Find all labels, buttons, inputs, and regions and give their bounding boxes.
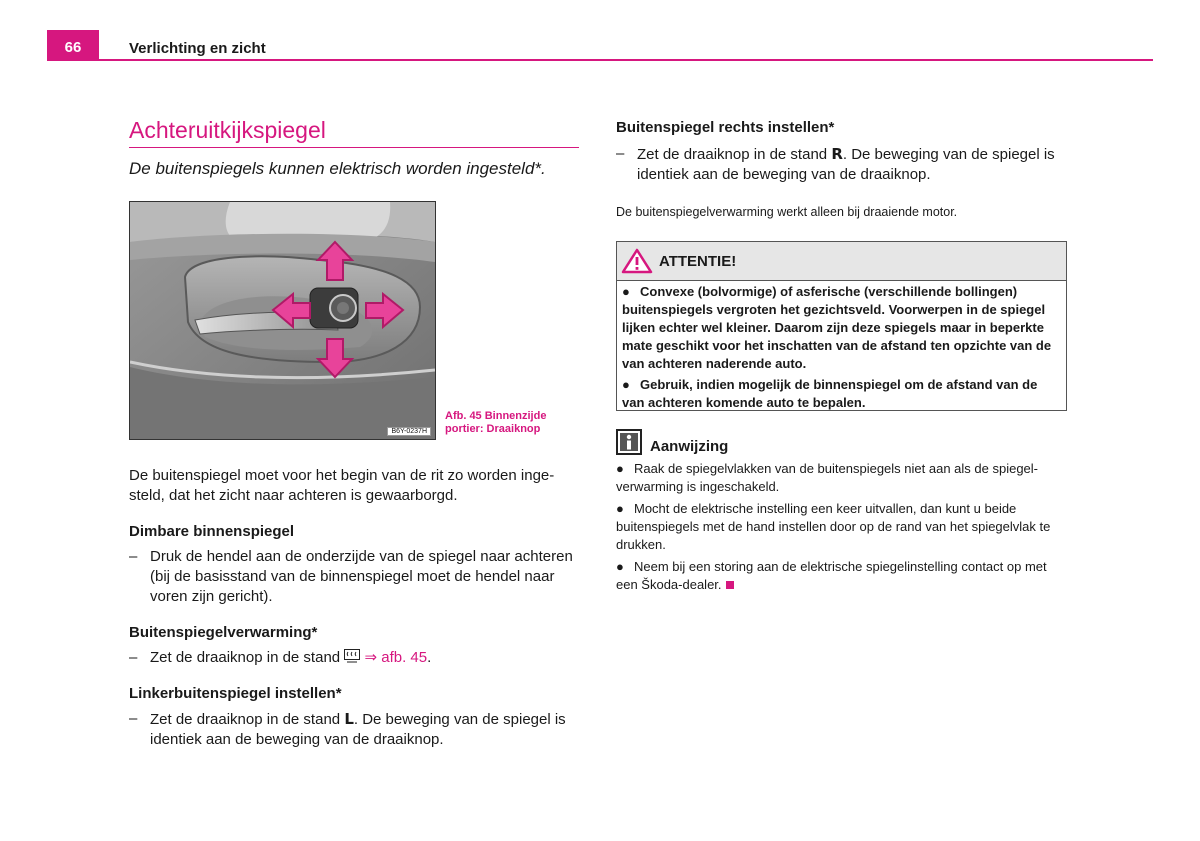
aanwijzing-header <box>616 429 728 455</box>
header-divider <box>47 59 1153 61</box>
attentie-body <box>617 281 1066 412</box>
attentie-box <box>616 241 1067 411</box>
links-text-a: Zet de draaiknop in de stand <box>150 711 341 728</box>
aanwijzing-item: ● Mocht de elektrische instelling een keer uitvallen, dan kunt u beide buitenspiegels met de hand instellen door op de rand van het spiegelvlak te drukken. <box>616 501 1051 552</box>
links-heading: Linkerbuitenspiegel instellen* <box>129 685 342 702</box>
attentie-header <box>617 242 1066 281</box>
section-divider <box>129 147 579 148</box>
page-number-box <box>47 30 99 60</box>
rechts-letter: R <box>831 145 843 163</box>
aanwijzing-title: Aanwijzing <box>650 438 729 455</box>
heating-icon <box>344 649 360 663</box>
figure-caption <box>445 410 585 436</box>
warning-icon <box>621 248 653 274</box>
rechts-text-b: . De beweging van de spiegel is identiek aan de beweging van de draaiknop. <box>637 146 1055 183</box>
aanwijzing-item: ● Neem bij een storing aan de elektrische spiegelinstelling contact op met een Škoda-dealer. <box>616 559 1047 592</box>
links-instruction: – Zet de draaiknop in de stand L. De beweging van de spiegel is identiek aan de beweging van de draaiknop. <box>129 710 566 748</box>
verwarming-text: Zet de draaiknop in de stand <box>150 649 341 666</box>
dimbare-text: Druk de hendel aan de onderzijde van de spiegel naar achteren (bij de basisstand van de binnenspiegel moet de hendel naar voren zijn gericht). <box>150 548 573 605</box>
caption-line-1: Afb. 45 Binnenzijde <box>445 410 547 422</box>
end-marker <box>726 581 734 589</box>
aanwijzing-item: ● Raak de spiegelvlakken van de buitenspiegels niet aan als de spiegel-verwarming is ingeschakeld. <box>616 461 1038 494</box>
rechts-instruction: – Zet de draaiknop in de stand R. De beweging van de spiegel is identiek aan de beweging van de draaiknop. <box>616 145 1055 183</box>
info-icon <box>616 429 642 455</box>
caption-line-2: portier: Draaiknop <box>445 423 541 435</box>
verwarming-heading: Buitenspiegelverwarming* <box>129 624 318 641</box>
intro-paragraph: De buitenspiegel moet voor het begin van de rit zo worden inge-steld, dat het zicht naar achteren is gewaarborgd. <box>129 467 555 504</box>
page-number: 66 <box>64 39 82 56</box>
figure-door-control <box>129 201 436 440</box>
figure-code: B6Y-0237H <box>387 427 431 436</box>
section-subtitle: De buitenspiegels kunnen elektrisch worden ingesteld*. <box>129 159 546 178</box>
heating-note: De buitenspiegelverwarming werkt alleen bij draaiende motor. <box>616 205 958 219</box>
figure-reference-link[interactable]: ⇒ afb. 45 <box>364 649 428 666</box>
dimbare-heading: Dimbare binnenspiegel <box>129 523 295 540</box>
chapter-title: Verlichting en zicht <box>129 40 266 57</box>
rechts-text-a: Zet de draaiknop in de stand <box>637 146 828 163</box>
aanwijzing-body <box>616 460 1068 598</box>
verwarming-instruction: – Zet de draaiknop in de stand ⇒ afb. 45. <box>129 649 432 666</box>
attentie-item: ● Convexe (bolvormige) of asferische (verschillende bollingen) buitenspiegels vergroten het gezichtsveld. Voorwerpen in de spiegel lijken echter wel kleiner. Daarom zijn deze spiegels maar in beperkte mate geschikt voor het inschatten van de afstand ten opzichte van de van achteren naderende auto. <box>622 284 1052 371</box>
links-text-b: . De beweging van de spiegel is identiek aan de beweging van de draaiknop. <box>150 711 566 748</box>
section-title: Achteruitkijkspiegel <box>129 117 326 143</box>
door-panel-illustration <box>130 202 435 439</box>
attentie-item: ● Gebruik, indien mogelijk de binnenspiegel om de afstand van de van achteren komende auto te bepalen. <box>622 377 1038 410</box>
attentie-title: ATTENTIE! <box>659 252 737 270</box>
links-letter: L <box>344 710 354 728</box>
dimbare-instruction: – Druk de hendel aan de onderzijde van de spiegel naar achteren (bij de basisstand van de binnenspiegel moet de hendel naar voren zijn gericht). <box>129 547 581 607</box>
rechts-heading: Buitenspiegel rechts instellen* <box>616 119 835 136</box>
